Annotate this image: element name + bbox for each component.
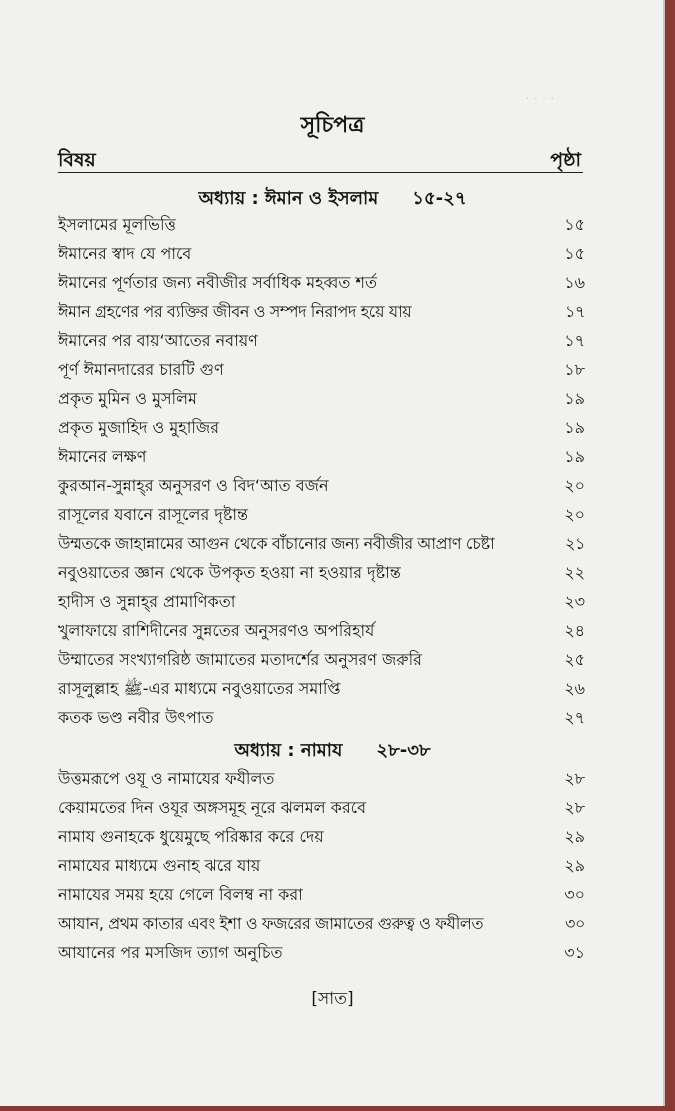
- toc-entry-page: ১৫: [564, 244, 585, 263]
- header-divider: [58, 172, 583, 173]
- toc-entry: [58, 500, 585, 529]
- toc-entry-page: ২৪: [564, 621, 585, 640]
- toc-entry-page: ১৯: [564, 389, 585, 408]
- toc-entry-title: নামাযের মাধ্যমে গুনাহ ঝরে যায়: [58, 856, 261, 875]
- toc-entry: [58, 674, 585, 703]
- toc-entry-page: ২১: [565, 534, 585, 553]
- toc-entry-title: উম্মতকে জাহান্নামের আগুন থেকে বাঁচানোর জন্য নবীজীর আপ্রাণ চেষ্টা: [58, 534, 495, 553]
- toc-entry-title: খুলাফায়ে রাশিদীনের সুন্নতের অনুসরণও অপরিহার্য: [58, 621, 375, 640]
- toc-entry-title: নবুওয়াতের জ্ঞান থেকে উপকৃত হওয়া না হওয়ার দৃষ্টান্ত: [58, 563, 401, 582]
- toc-entry-page: ১৯: [564, 447, 585, 466]
- toc-entry: [58, 239, 585, 268]
- toc-entry-page: ২৮: [564, 769, 585, 788]
- page-number-footer: [সাত]: [311, 989, 354, 1009]
- toc-entry: [58, 442, 585, 471]
- toc-entry-title: ঈমানের পূর্ণতার জন্য নবীজীর সর্বাধিক মহব্বত শর্ত: [58, 273, 377, 292]
- toc-entry: [58, 384, 585, 413]
- toc-entry: [58, 355, 585, 384]
- toc-entry-page: ১৭: [564, 331, 585, 350]
- toc-entry: [58, 909, 585, 938]
- page-title: সূচিপত্র: [300, 113, 365, 138]
- toc-entry-title: উত্তমরূপে ওযূ ও নামাযের ফযীলত: [58, 769, 275, 788]
- toc-entry-title: ঈমানের পর বায়‘আতের নবায়ণ: [58, 331, 258, 350]
- toc-entry: [58, 703, 585, 732]
- toc-entry-page: ২০: [564, 505, 585, 524]
- toc-entry-page: ১৫: [564, 215, 585, 234]
- toc-entry: [58, 268, 585, 297]
- toc-entry-page: ৩০: [564, 914, 585, 933]
- toc-entry-title: ঈমানের স্বাদ যে পাবে: [58, 244, 192, 263]
- toc-entry: [58, 326, 585, 355]
- toc-entry: [58, 587, 585, 616]
- toc-entry-title: নামাযের সময় হয়ে গেলে বিলম্ব না করা: [58, 885, 303, 904]
- toc-entry: [58, 822, 585, 851]
- column-header-subject: বিষয়: [58, 149, 96, 171]
- toc-entry-page: ৩০: [564, 885, 585, 904]
- toc-entry-page: ২৯: [564, 827, 585, 846]
- chapter-range: ২৮-৩৮: [376, 740, 431, 761]
- toc-entry: [58, 938, 585, 967]
- toc-list-iman: [58, 210, 585, 732]
- toc-entry-title: আযানের পর মসজিদ ত্যাগ অনুচিত: [58, 943, 283, 962]
- toc-entry-page: ২৩: [564, 592, 585, 611]
- toc-entry: [58, 764, 585, 793]
- toc-entry-title: আযান, প্রথম কাতার এবং ইশা ও ফজরের জামাতের গুরুত্ব ও ফযীলত: [58, 914, 484, 933]
- toc-entry-page: ২২: [564, 563, 585, 582]
- toc-entry-page: ২৬: [564, 679, 585, 698]
- toc-entry: [58, 645, 585, 674]
- toc-entry: [58, 793, 585, 822]
- toc-entry: [58, 210, 585, 239]
- toc-entry-title: কেয়ামতের দিন ওযূর অঙ্গসমূহ নূরে ঝলমল করবে: [58, 798, 366, 817]
- toc-entry-title: নামায গুনাহকে ধুয়েমুছে পরিষ্কার করে দেয়: [58, 827, 324, 846]
- toc-entry-title: ইসলামের মূলভিত্তি: [58, 215, 176, 234]
- toc-entry: [58, 851, 585, 880]
- faint-mark: · · · ·: [525, 94, 555, 105]
- toc-entry-page: ২৭: [564, 708, 585, 727]
- toc-entry-title: ঈমানের লক্ষণ: [58, 447, 147, 466]
- toc-entry-title: ঈমান গ্রহণের পর ব্যক্তির জীবন ও সম্পদ নিরাপদ হয়ে যায়: [58, 302, 412, 321]
- toc-entry-title: প্রকৃত মুজাহিদ ও মুহাজির: [58, 418, 220, 437]
- chapter-heading-namaz: [0, 736, 665, 767]
- toc-entry: [58, 558, 585, 587]
- toc-entry-title: কতক ভণ্ড নবীর উৎপাত: [58, 708, 214, 727]
- toc-entry: [58, 616, 585, 645]
- toc-entry-page: ১৭: [565, 302, 585, 321]
- toc-entry: [58, 297, 585, 326]
- toc-entry: [58, 529, 585, 558]
- toc-entry: [58, 471, 585, 500]
- toc-entry-title: রাসূলের যবানে রাসূলের দৃষ্টান্ত: [58, 505, 248, 524]
- column-header-page: পৃষ্ঠা: [550, 149, 581, 171]
- chapter-title: অধ্যায় : ঈমান ও ইসলাম: [198, 188, 379, 209]
- toc-entry-page: ১৯: [564, 418, 585, 437]
- toc-entry-title: উম্মাতের সংখ্যাগরিষ্ঠ জামাতের মতাদর্শের অনুসরণ জরুরি: [58, 650, 422, 669]
- toc-entry: [58, 413, 585, 442]
- toc-entry-title: প্রকৃত মুমিন ও মুসলিম: [58, 389, 197, 408]
- toc-entry-page: ২৮: [564, 798, 585, 817]
- toc-entry-page: ২০: [564, 476, 585, 495]
- toc-entry: [58, 880, 585, 909]
- toc-entry-title: রাসূলুল্লাহ ﷺ-এর মাধ্যমে নবুওয়াতের সমাপ্তি: [58, 679, 341, 698]
- toc-entry-title: হাদীস ও সুন্নাহ্‌র প্রামাণিকতা: [58, 592, 236, 611]
- toc-entry-page: ৩১: [564, 943, 585, 962]
- chapter-title: অধ্যায় : নামায: [234, 740, 343, 761]
- toc-entry-page: ১৬: [564, 273, 585, 292]
- toc-entry-title: পূর্ণ ঈমানদারের চারটি গুণ: [58, 360, 224, 379]
- chapter-range: ১৫-২৭: [412, 188, 467, 209]
- toc-list-namaz: [58, 764, 585, 967]
- toc-entry-page: ১৮: [564, 360, 585, 379]
- toc-entry-page: ২৫: [564, 650, 585, 669]
- toc-entry-title: কুরআন-সুন্নাহ্‌র অনুসরণ ও বিদ‘আত বর্জন: [58, 476, 329, 495]
- toc-entry-page: ২৯: [564, 856, 585, 875]
